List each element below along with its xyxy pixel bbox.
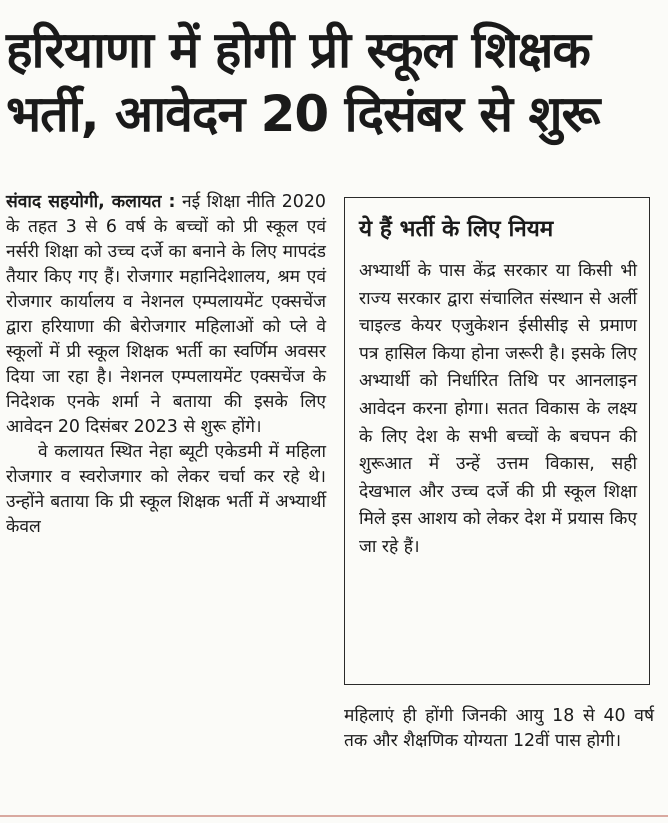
byline: संवाद सहयोगी, कलायत : bbox=[6, 192, 176, 212]
article-continuation: महिलाएं ही होंगी जिनकी आयु 18 से 40 वर्ष तक और शैक्षणिक योग्यता 12वीं पास होगी। bbox=[344, 706, 654, 751]
rules-box bbox=[344, 197, 650, 685]
rules-box-title: ये हैं भर्ती के लिए नियम bbox=[359, 216, 554, 242]
bottom-divider bbox=[0, 815, 668, 817]
rules-box-body: अभ्यार्थी के पास केंद्र सरकार या किसी भी राज्य सरकार द्वारा संचालित संस्थान से अर्ली चाइल्ड केयर एजुकेशन ईसीसीइ से प्रमाण पत्र हासिल किया होना जरूरी है। इसके लिए अभ्यार्थी को निर्धारित तिथि पर आनलाइन आवेदन करना होगा। सतत विकास के लक्ष्य के लिए देश के सभी बच्चों के बचपन की शुरूआत में उन्हें उत्तम विकास, सही देखभाल और उच्च दर्जे की प्री स्कूल शिक्षा मिले इस आशय को लेकर देश में प्रयास किए जा रहे हैं। bbox=[359, 261, 637, 557]
headline: हरियाणा में होगी प्री स्कूल शिक्षक भर्ती, आवेदन 20 दिसंबर से शुरू bbox=[6, 21, 600, 143]
paragraph-2: वे कलायत स्थित नेहा ब्यूटी एकेडमी में महिला रोजगार व स्वरोजगार को लेकर चर्चा कर रहे थे। उन्होंने बताया कि प्री स्कूल शिक्षक भर्ती में अभ्यार्थी केवल bbox=[6, 442, 326, 537]
paragraph-1-text: नई शिक्षा नीति 2020 के तहत 3 से 6 वर्ष के बच्चों को प्री स्कूल एवं नर्सरी शिक्षा को उच्च दर्जे का बनाने के लिए मापदंड तैयार किए गए हैं। रोजगार महानिदेशालय, श्रम एवं रोजगार कार्यालय व नेशनल एम्पलायमेंट एक्सचेंज द्वारा हरियाणा की बेरोजगार महिलाओं को प्ले वे स्कूलों में प्री स्कूल शिक्षक भर्ती का स्वर्णिम अवसर दिया जा रहा है। नेशनल एम्पलायमेंट एक्सचेंज के निदेशक एनके शर्मा ने बताया की इसके लिए आवेदन 20 दिसंबर 2023 से शुरू होंगे। bbox=[6, 192, 326, 437]
paragraph-1 bbox=[6, 190, 326, 440]
article-body-left-column bbox=[6, 190, 326, 540]
